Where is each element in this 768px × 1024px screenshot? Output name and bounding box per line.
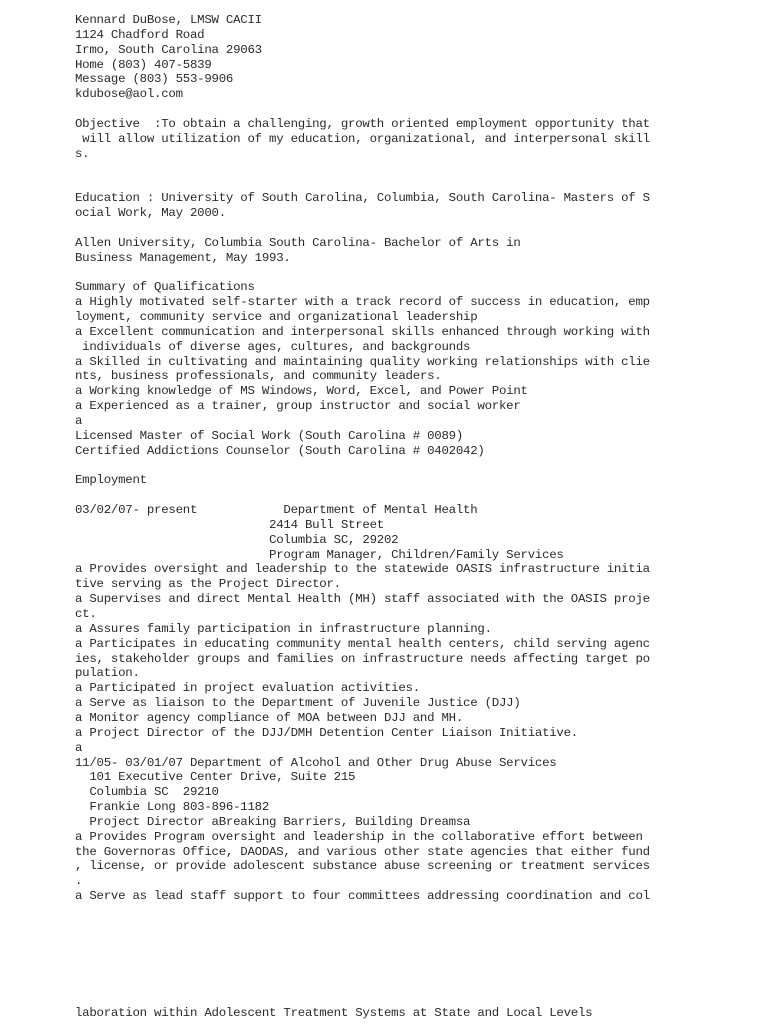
text-line: Project Director aBreaking Barriers, Building Dreamsa	[75, 815, 471, 829]
text-line: Columbia SC 29210	[75, 785, 219, 799]
text-line: a Serve as lead staff support to four committees addressing coordination and col	[75, 889, 650, 903]
text-line: Program Manager, Children/Family Services	[75, 548, 564, 562]
text-line: ct.	[75, 607, 97, 621]
text-line: a Supervises and direct Mental Health (MH) staff associated with the OASIS proje	[75, 592, 650, 606]
text-line: Certified Addictions Counselor (South Carolina # 0402042)	[75, 444, 485, 458]
text-line: Home (803) 407-5839	[75, 58, 212, 72]
text-line: .	[75, 874, 83, 888]
text-line: a Provides oversight and leadership to the statewide OASIS infrastructure initia	[75, 562, 650, 576]
text-line: a Provides Program oversight and leadership in the collaborative effort between	[75, 830, 643, 844]
text-line: 11/05- 03/01/07 Department of Alcohol and Other Drug Abuse Services	[75, 756, 557, 770]
text-line: Irmo, South Carolina 29063	[75, 43, 262, 57]
text-line: individuals of diverse ages, cultures, and backgrounds	[75, 340, 471, 354]
text-line: a	[75, 414, 83, 428]
text-line: 101 Executive Center Drive, Suite 215	[75, 770, 356, 784]
text-line: pulation.	[75, 666, 140, 680]
text-line: s.	[75, 147, 90, 161]
text-line: 2414 Bull Street	[75, 518, 384, 532]
text-line: , license, or provide adolescent substance abuse screening or treatment services	[75, 859, 650, 873]
text-line: a Working knowledge of MS Windows, Word, Excel, and Power Point	[75, 384, 528, 398]
text-line: a Participates in educating community mental health centers, child serving agenc	[75, 637, 650, 651]
text-line: kdubose@aol.com	[75, 87, 183, 101]
text-line: tive serving as the Project Director.	[75, 577, 341, 591]
text-line: ocial Work, May 2000.	[75, 206, 226, 220]
text-line: Licensed Master of Social Work (South Carolina # 0089)	[75, 429, 464, 443]
text-line: loyment, community service and organizational leadership	[75, 310, 478, 324]
text-line: the Governoras Office, DAODAS, and various other state agencies that either fund	[75, 845, 650, 859]
text-line: ies, stakeholder groups and families on infrastructure needs affecting target po	[75, 652, 650, 666]
text-line: Kennard DuBose, LMSW CACII	[75, 13, 262, 27]
text-line: a Project Director of the DJJ/DMH Detention Center Liaison Initiative.	[75, 726, 578, 740]
text-line: a	[75, 741, 83, 755]
text-line: Summary of Qualifications	[75, 280, 255, 294]
text-line: Education : University of South Carolina, Columbia, South Carolina- Masters of S	[75, 191, 650, 205]
text-line: nts, business professionals, and community leaders.	[75, 369, 442, 383]
text-line: 1124 Chadford Road	[75, 28, 205, 42]
text-line: a Experienced as a trainer, group instructor and social worker	[75, 399, 521, 413]
text-line: a Monitor agency compliance of MOA between DJJ and MH.	[75, 711, 464, 725]
text-line: laboration within Adolescent Treatment Systems at State and Local Levels	[75, 1006, 593, 1020]
text-line: a Serve as liaison to the Department of Juvenile Justice (DJJ)	[75, 696, 521, 710]
text-line: Columbia SC, 29202	[75, 533, 399, 547]
text-line: will allow utilization of my education, organizational, and interpersonal skill	[75, 132, 650, 146]
text-line: a Participated in project evaluation activities.	[75, 681, 420, 695]
text-line: Objective :To obtain a challenging, growth oriented employment opportunity that	[75, 117, 650, 131]
text-line: Employment	[75, 473, 147, 487]
text-line: Business Management, May 1993.	[75, 251, 291, 265]
text-line: a Skilled in cultivating and maintaining quality working relationships with clie	[75, 355, 650, 369]
text-line: Frankie Long 803-896-1182	[75, 800, 270, 814]
text-line: a Highly motivated self-starter with a track record of success in education, emp	[75, 295, 650, 309]
text-line: a Assures family participation in infrastructure planning.	[75, 622, 492, 636]
text-line: a Excellent communication and interpersonal skills enhanced through working with	[75, 325, 650, 339]
text-line: 03/02/07- present Department of Mental Health	[75, 503, 478, 517]
text-line: Message (803) 553-9906	[75, 72, 234, 86]
text-line: Allen University, Columbia South Carolina- Bachelor of Arts in	[75, 236, 521, 250]
